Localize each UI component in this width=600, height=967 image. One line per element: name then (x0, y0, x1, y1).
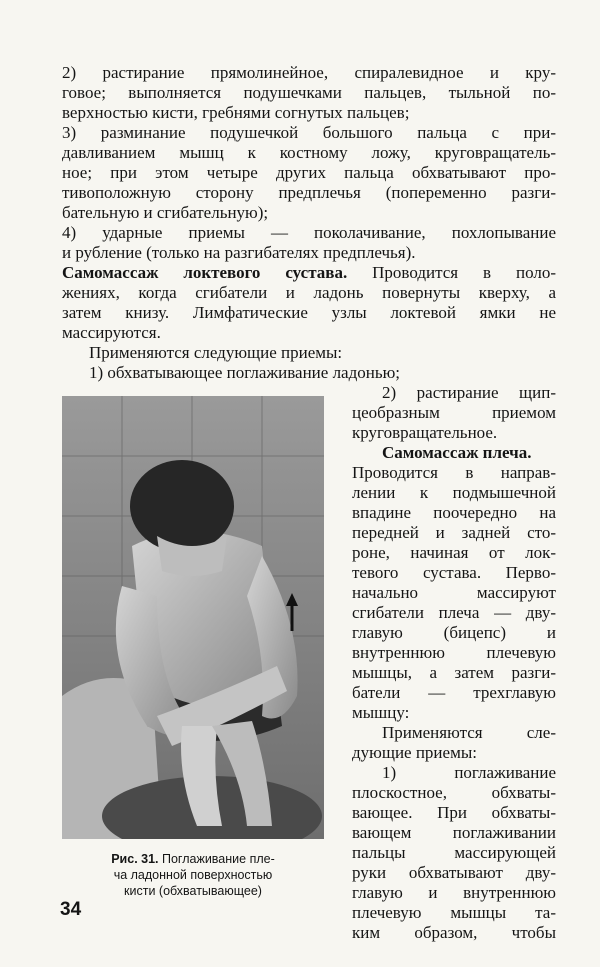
text-line: главую и внутреннюю (352, 883, 556, 902)
text-line: пальцы массирующей (352, 843, 556, 862)
caption-label: Рис. 31. (111, 852, 159, 866)
text-line: начально массируют (352, 583, 556, 602)
text-line: цеобразным приемом (352, 403, 556, 422)
text-line: верхностью кисти, гребнями согнутых пальцев; (62, 103, 410, 122)
text-line: батели — трехглавую (352, 683, 556, 702)
text-line: массируются. (62, 323, 161, 342)
text-line: главую (бицепс) и (352, 623, 556, 642)
caption-text: Поглаживание пле- (162, 852, 275, 866)
text-line: 1) обхватывающее поглаживание ладонью; (89, 363, 401, 382)
text-line: мышцу: (352, 703, 410, 722)
text-line: 4) ударные приемы — поколачивание, похлопывание (62, 223, 556, 242)
text-line: сгибатели плеча — дву- (352, 603, 556, 622)
text-line: внутреннюю плечевую (352, 643, 556, 662)
text-line: ное; при этом четыре других пальца обхватывают про- (62, 163, 556, 182)
text-line: жениях, когда сгибатели и ладонь повернуты кверху, а (62, 283, 556, 302)
text-line: 2) растирание прямолинейное, спиралевидное и кру- (62, 63, 556, 82)
elbow-heading: Самомассаж локтевого сустава. (62, 263, 348, 282)
text-line: круговращательное. (352, 423, 498, 442)
caption-line: ча ладонной поверхностью (113, 868, 273, 882)
elbow-heading-rest: Проводится в поло- (372, 263, 557, 282)
page-number: 34 (60, 899, 82, 920)
text-line: Применяются следующие приемы: (89, 343, 343, 362)
caption-line: кисти (обхватывающее) (124, 884, 262, 898)
text-line: говое; выполняется подушечками пальцев, тыльной по- (62, 83, 556, 102)
text-line: вающее. При обхваты- (352, 803, 556, 822)
figure-photo (62, 396, 324, 839)
text-line: ким образом, чтобы (352, 923, 556, 942)
text-line: и рубление (только на разгибателях предплечья). (62, 243, 416, 262)
text-line: руки обхватывают дву- (352, 863, 556, 882)
shoulder-heading: Самомассаж плеча. (382, 443, 532, 462)
text-line: передней и задней сто- (352, 523, 556, 542)
text-line: тивоположную сторону предплечья (попеременно разги- (62, 183, 556, 202)
text-line: 2) растирание щип- (382, 383, 556, 402)
elbow-heading-line (62, 263, 556, 283)
text-line: 3) разминание подушечкой большого пальца с при- (62, 123, 556, 142)
text-line: плечевую мышцы та- (352, 903, 556, 922)
text-line: впадине поочередно на (352, 503, 556, 522)
text-line: дующие приемы: (352, 743, 477, 762)
text-line: давливанием мышц к костному ложу, круговращатель- (62, 143, 556, 162)
text-line: затем книзу. Лимфатические узлы локтевой ямки не (62, 303, 556, 322)
text-line: мышцы, а затем разги- (352, 663, 556, 682)
text-line: 1) поглаживание (382, 763, 556, 782)
text-line: тевого сустава. Перво- (352, 563, 556, 582)
figure-caption (62, 851, 324, 867)
text-line: бательную и сгибательную); (62, 203, 269, 222)
text-line: плоскостное, обхваты- (352, 783, 556, 802)
text-line: роне, начиная от лок- (352, 543, 556, 562)
text-line: Проводится в направ- (352, 463, 556, 482)
self-massage-photo-illustration (62, 396, 324, 839)
text-line: Применяются сле- (382, 723, 556, 742)
text-line: вающем поглаживании (352, 823, 556, 842)
text-line: лении к подмышечной (352, 483, 556, 502)
